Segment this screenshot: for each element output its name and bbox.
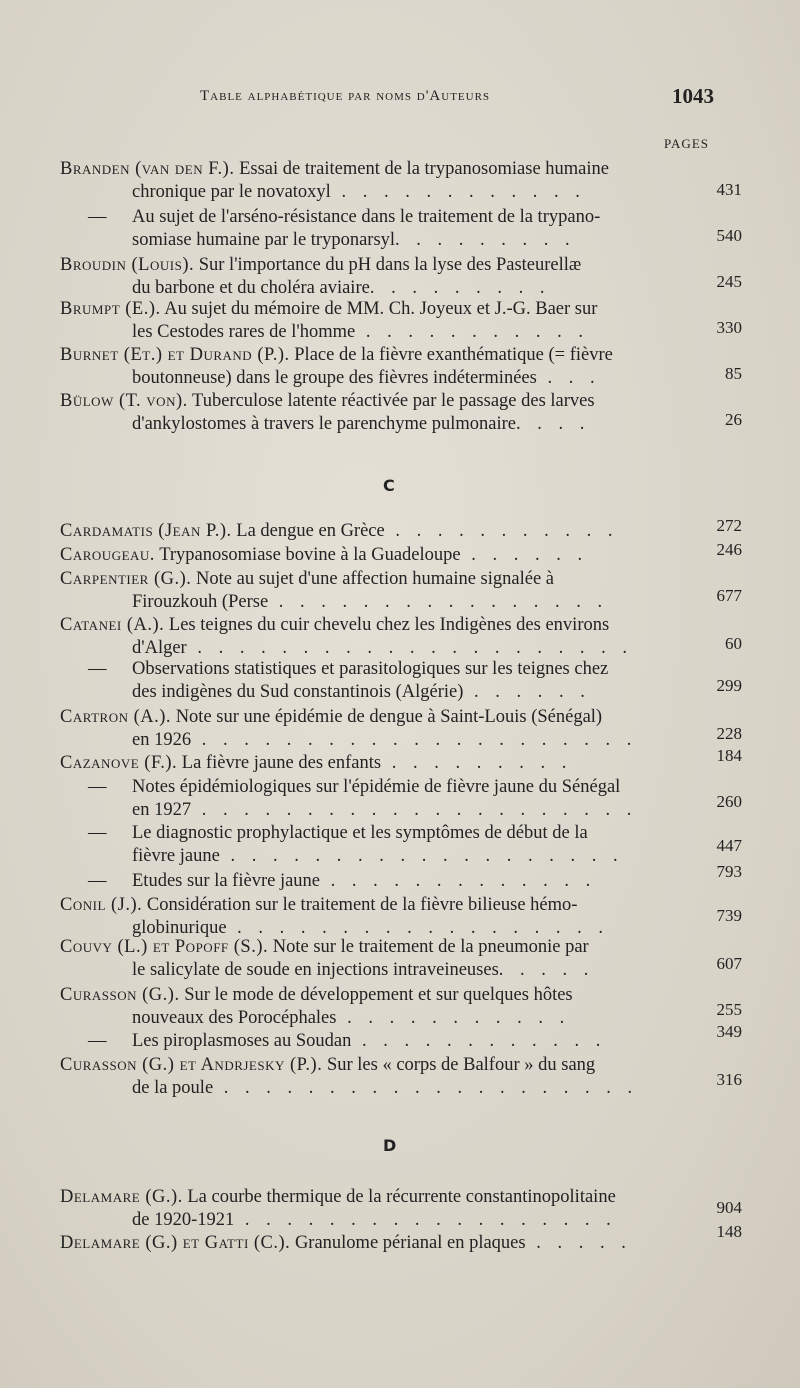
leader-dots: . . . . . . . . . . . . [330,182,586,202]
index-entry [60,894,660,940]
entry-text-cont: boutonneuse) dans le groupe des fièvres indéterminées [132,368,537,388]
index-entry [60,706,660,752]
entry-page: 607 [716,954,742,973]
entry-author: Carougeau. [60,545,155,565]
entry-author: Bülow (T. von). [60,391,188,411]
entry-page: 677 [716,586,742,605]
index-entry [60,158,660,204]
entry-text: Au sujet de l'arséno-résistance dans le traitement de la trypano- [132,207,601,227]
entry-text: Sur le mode de développement et sur quelques hôtes [179,985,573,1005]
entry-author: Delamare (G.). [60,1187,183,1207]
leader-dots: . . . . . . . . . . . . . . . . . . . . . [191,730,638,750]
entry-text-cont: les Cestodes rares de l'homme [132,322,356,342]
entry-page: 739 [716,906,742,925]
entry-author: Cartron (A.). [60,707,172,727]
entry-text-cont: le salicylate de soude en injections intraveineuses [132,960,499,980]
entry-author: Couvy (L.) et Popoff (S.). [60,937,269,957]
entry-text-cont: du barbone et du choléra aviaire [132,278,370,298]
index-entry [60,520,660,543]
leader-dots: . . . . [516,414,591,434]
page-number: 1043 [672,84,714,108]
entry-text-cont: fièvre jaune [132,846,220,866]
entry-page: 246 [716,540,742,559]
entry-author: Cazanove (F.). [60,753,178,773]
index-entry [60,1030,660,1053]
entry-author: Burnet (Et.) et Durand (P.). [60,345,290,365]
entry-page: 148 [716,1222,742,1241]
entry-text: Les teignes du cuir chevelu chez les Indigènes des environs [164,615,610,635]
entry-page: 85 [725,364,742,383]
index-entry [60,936,660,982]
entry-page: 431 [716,180,742,199]
entry-text-cont: d'Alger [132,638,187,658]
leader-dots: . . . . . . . . . . . . [351,1031,607,1051]
index-entry [60,752,660,775]
index-entry [60,344,660,390]
entry-text: Note au sujet d'une affection humaine signalée à [191,569,554,589]
ditto-dash: — [88,777,107,797]
entry-text: Sur l'importance du pH dans la lyse des Pasteurellæ [194,255,582,275]
entry-page: 272 [716,516,742,535]
entry-text-cont: globinurique [132,918,227,938]
leader-dots: . . . . . . [460,545,589,565]
index-entry [60,298,660,344]
section-letter-d: D [383,1136,397,1155]
entry-page: 540 [716,226,742,245]
entry-text: Etudes sur la fièvre jaune [132,871,321,891]
entry-text: Sur les « corps de Balfour » du sang [322,1055,596,1075]
leader-dots: . . . . . . . . . . . . . . . . . . [226,918,610,938]
running-head: Table alphabétique par noms d'Auteurs [200,88,491,104]
entry-page: 245 [716,272,742,291]
leader-dots: . . . . . [498,960,595,980]
leader-dots: . . . . . . . . . [381,753,573,773]
entry-text-cont: de la poule [132,1078,214,1098]
entry-page: 299 [716,676,742,695]
leader-dots: . . . . . . . . . . . . . . . . . . . . . [191,800,638,820]
leader-dots: . . . . . . . . . . . . . . . . . . . [219,846,624,866]
entry-page: 184 [716,746,742,765]
entry-text: Tuberculose latente réactivée par le passage des larves [187,391,595,411]
leader-dots: . . . . . . . . . . . . . . . . . . . . . [186,638,633,658]
index-entry [60,544,660,567]
index-entry [60,1054,660,1100]
entry-text: La dengue en Grèce [231,521,385,541]
pages-column-label: PAGES [664,136,709,151]
leader-dots: . . . . . . [463,682,591,702]
entry-text-cont: Firouzkouh (Perse [132,592,269,612]
entry-page: 904 [716,1198,742,1217]
entry-text-cont: de 1920-1921 [132,1210,235,1230]
leader-dots: . . . . . . . . . [395,230,576,250]
entry-author: Brumpt (E.). [60,299,161,319]
ditto-dash: — [88,207,107,227]
entry-page: 26 [725,410,742,429]
entry-text: Les piroplasmoses au Soudan [132,1031,352,1051]
ditto-dash: — [88,871,107,891]
entry-page: 447 [716,836,742,855]
entry-text: La fièvre jaune des enfants [177,753,382,773]
entry-text: Notes épidémiologiques sur l'épidémie de fièvre jaune du Sénégal [132,777,621,797]
entry-page: 255 [716,1000,742,1019]
entry-text: Granulome périanal en plaques [290,1233,526,1253]
leader-dots: . . . . . . . . . . . . . . . . [268,592,609,612]
entry-author: Branden (van den F.). [60,159,235,179]
entry-text: Le diagnostic prophylactique et les symptômes de début de la [132,823,588,843]
leader-dots: . . . [536,368,601,388]
entry-page: 349 [716,1022,742,1041]
index-entry [60,568,660,614]
index-entry [60,390,660,436]
leader-dots: . . . . . [525,1233,632,1253]
entry-text: Note sur le traitement de la pneumonie par [268,937,589,957]
index-entry [60,870,660,893]
leader-dots: . . . . . . . . . . . . . [320,871,597,891]
leader-dots: . . . . . . . . . . . . . . . . . . . . [213,1078,639,1098]
entry-page: 228 [716,724,742,743]
entry-text: Considération sur le traitement de la fièvre bilieuse hémo- [142,895,578,915]
entry-text: Place de la fièvre exanthématique (= fièvre [289,345,613,365]
section-letter-c: C [383,476,395,495]
ditto-dash: — [88,659,107,679]
entry-text: Note sur une épidémie de dengue à Saint-Louis (Sénégal) [171,707,603,727]
index-entry [60,206,660,252]
entry-text: Observations statistiques et parasitologiques sur les teignes chez [132,659,609,679]
entry-page: 316 [716,1070,742,1089]
entry-author: Conil (J.). [60,895,143,915]
ditto-dash: — [88,1031,107,1051]
entry-text: Trypanosomiase bovine à la Guadeloupe [154,545,461,565]
entry-author: Curasson (G.). [60,985,180,1005]
entry-text: Essai de traitement de la trypanosomiase humaine [234,159,609,179]
entry-text-cont: somiase humaine par le tryponarsyl [132,230,396,250]
index-entry [60,1186,660,1232]
entry-page: 60 [725,634,742,653]
entry-author: Curasson (G.) et Andrjesky (P.). [60,1055,323,1075]
entry-author: Broudin (Louis). [60,255,195,275]
leader-dots: . . . . . . . . . . . . . . . . . . [234,1210,617,1230]
entry-author: Cardamatis (Jean P.). [60,521,232,541]
ditto-dash: — [88,823,107,843]
entry-page: 793 [716,862,742,881]
entry-text-cont: nouveaux des Porocéphales [132,1008,337,1028]
leader-dots: . . . . . . . . . . . [355,322,589,342]
entry-text: Au sujet du mémoire de MM. Ch. Joyeux et J.-G. Baer sur [160,299,598,319]
entry-text: La courbe thermique de la récurrente constantinopolitaine [182,1187,616,1207]
entry-text-cont: en 1926 [132,730,192,750]
entry-page: 330 [716,318,742,337]
leader-dots: . . . . . . . . . . . [384,521,619,541]
entry-author: Catanei (A.). [60,615,165,635]
index-entry [60,822,660,868]
index-entry [60,254,660,300]
entry-text-cont: des indigènes du Sud constantinois (Algérie) [132,682,464,702]
index-entry [60,984,660,1030]
entry-text-cont: chronique par le novatoxyl [132,182,331,202]
index-entry [60,614,660,660]
entry-author: Delamare (G.) et Gatti (C.). [60,1233,291,1253]
entry-page: 260 [716,792,742,811]
index-entry [60,1232,660,1255]
entry-text-cont: en 1927 [132,800,192,820]
entry-text-cont: d'ankylostomes à travers le parenchyme pulmonaire [132,414,516,434]
leader-dots: . . . . . . . . . . . [336,1008,571,1028]
entry-author: Carpentier (G.). [60,569,192,589]
index-entry [60,658,660,704]
leader-dots: . . . . . . . . . [369,278,551,298]
index-entry [60,776,660,822]
